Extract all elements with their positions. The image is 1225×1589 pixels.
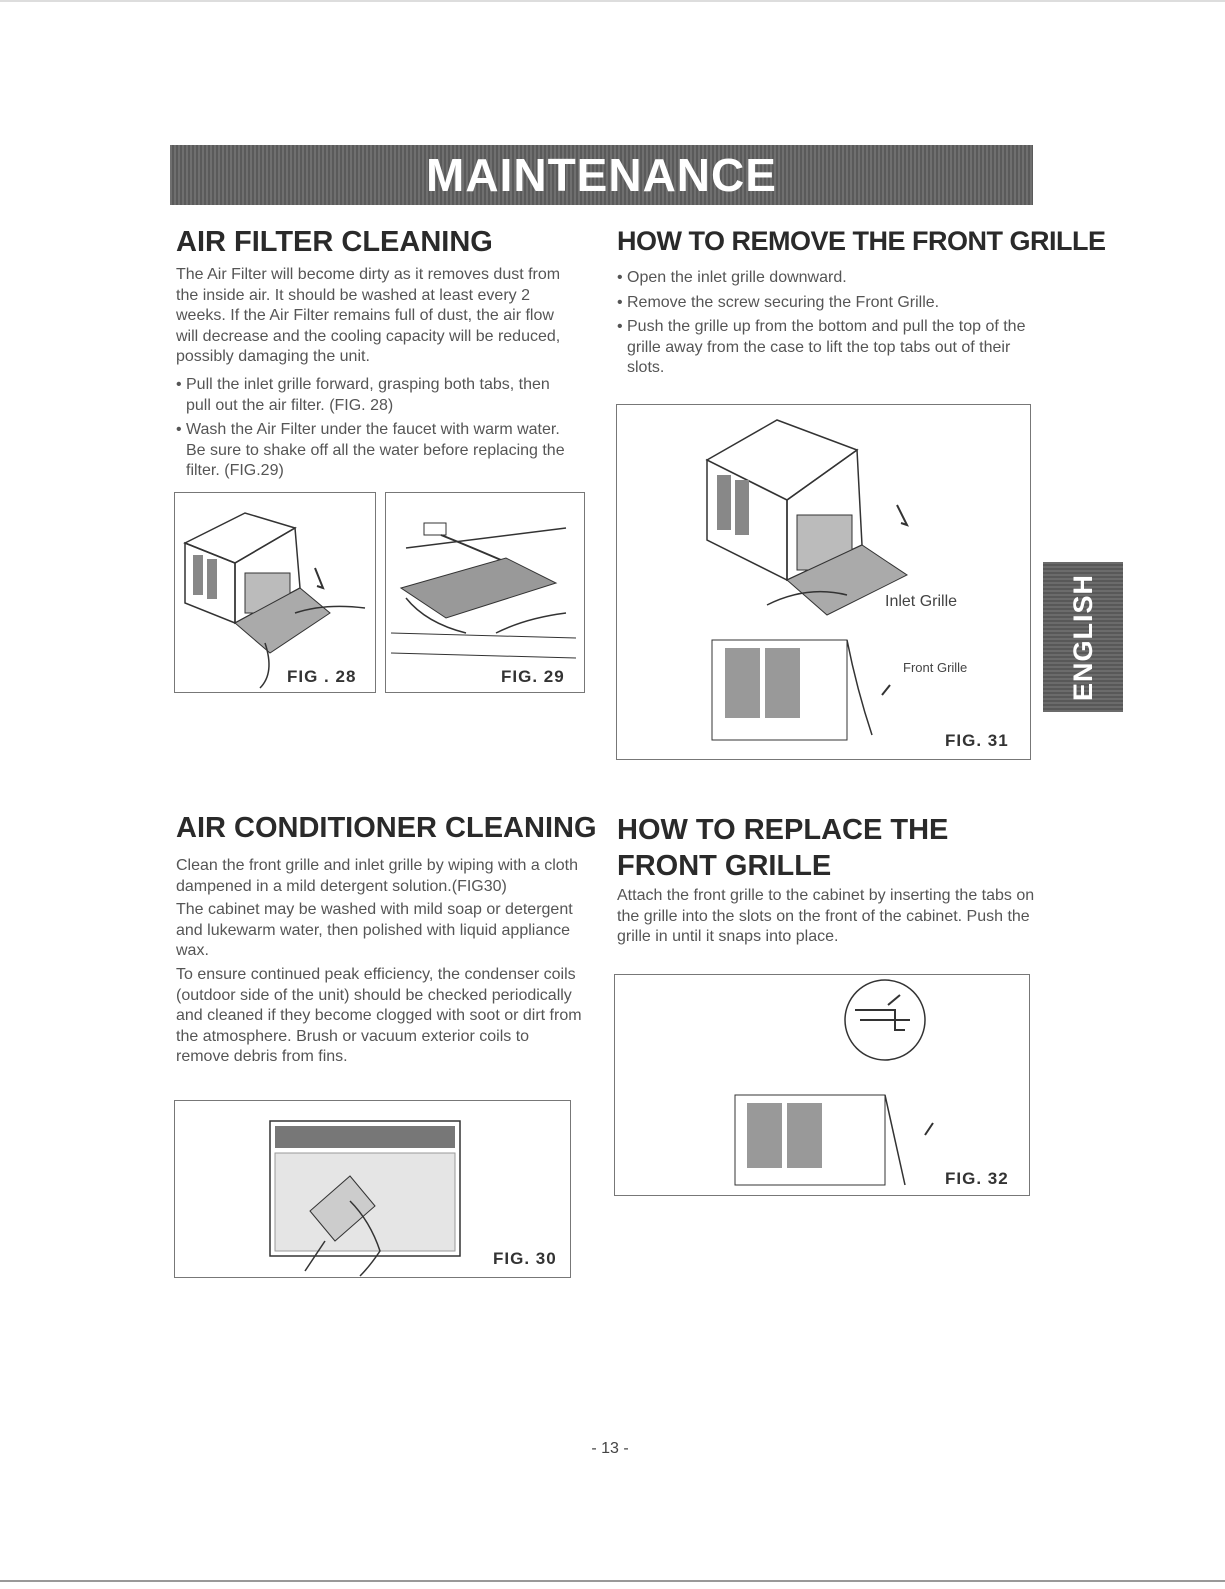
ac-cleaning-heading: AIR CONDITIONER CLEANING <box>176 812 597 844</box>
replace-grille-text: Attach the front grille to the cabinet by inserting the tabs on the grille into the slots on the front of the cabinet. Push the grille in until it snaps into place. <box>617 887 1035 945</box>
air-filter-step: • Wash the Air Filter under the faucet with warm water. Be sure to shake off all the water before replacing the filter. (FIG.29) <box>176 420 576 482</box>
figure-29 <box>385 492 585 693</box>
air-filter-heading: AIR FILTER CLEANING <box>176 226 493 258</box>
remove-grille-step: • Remove the screw securing the Front Grille. <box>617 293 1037 314</box>
fig32-illustration <box>615 975 1029 1195</box>
ac-cleaning-paragraph: The cabinet may be washed with mild soap or detergent and lukewarm water, then polished with liquid appliance wax. <box>176 901 573 959</box>
remove-grille-heading: HOW TO REMOVE THE FRONT GRILLE <box>617 226 1106 256</box>
fig28-label: FIG . 28 <box>287 667 357 686</box>
callout-inlet-grille: Inlet Grille <box>885 593 958 610</box>
top-rule <box>0 0 1225 2</box>
fig31-label: FIG. 31 <box>945 731 1009 750</box>
fig30-label: FIG. 30 <box>493 1249 557 1268</box>
language-tab-label: ENGLISH <box>1067 573 1098 701</box>
section-banner <box>170 145 1033 205</box>
callout-front-grille: Front Grille <box>903 660 968 675</box>
fig29-illustration <box>386 493 584 692</box>
language-tab <box>1043 562 1123 712</box>
fig29-label: FIG. 29 <box>501 667 565 686</box>
figure-28 <box>174 492 376 693</box>
air-filter-step: • Pull the inlet grille forward, grasping both tabs, then pull out the air filter. (FIG. 28) <box>176 375 576 416</box>
air-filter-steps <box>176 375 576 486</box>
remove-grille-steps <box>617 268 1037 383</box>
ac-cleaning-paragraph: To ensure continued peak efficiency, the condenser coils (outdoor side of the unit) should be checked periodically and cleaned if they become clogged with soot or dirt from the atmosphere. Brush or vacuum exterior coils to remove debris from fins. <box>176 966 582 1065</box>
fig28-illustration <box>175 493 375 692</box>
fig32-label: FIG. 32 <box>945 1169 1009 1188</box>
banner-title: MAINTENANCE <box>426 149 777 201</box>
remove-grille-step: • Open the inlet grille downward. <box>617 268 1037 289</box>
figure-31 <box>616 404 1031 760</box>
figure-30 <box>174 1100 571 1278</box>
ac-cleaning-paragraph: Clean the front grille and inlet grille by wiping with a cloth dampened in a mild detergent solution.(FIG30) <box>176 857 578 895</box>
bottom-rule <box>0 1580 1225 1582</box>
replace-grille-heading: HOW TO REPLACE THE FRONT GRILLE <box>617 814 949 882</box>
figure-32 <box>614 974 1030 1196</box>
air-filter-intro: The Air Filter will become dirty as it removes dust from the inside air. It should be washed at least every 2 weeks. If the Air Filter remains full of dust, the air flow will decrease and the cooling capacity will be reduced, possibly damaging the unit. <box>176 266 561 365</box>
page-number: - 13 - <box>591 1440 629 1457</box>
remove-grille-step: • Push the grille up from the bottom and pull the top of the grille away from the case to lift the top tabs out of their slots. <box>617 317 1037 379</box>
fig31-illustration <box>617 405 1030 759</box>
